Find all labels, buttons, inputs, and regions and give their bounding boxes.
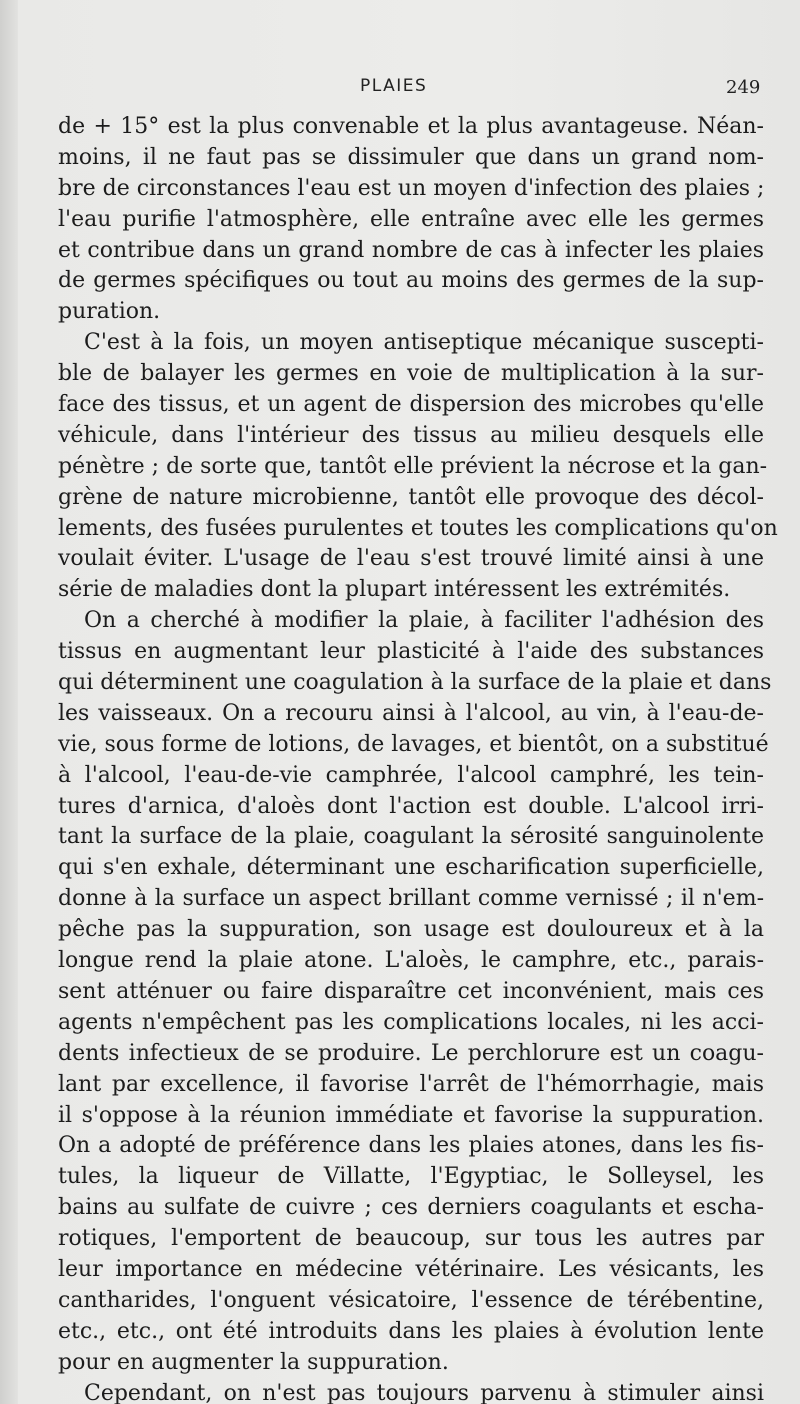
paragraph-end-line: série de maladies dont la plupart intéressent les extrémités. — [58, 577, 731, 603]
text-line: rotiques, l'emportent de beaucoup, sur tous les autres par — [58, 1226, 764, 1252]
text-line: dents infectieux de se produire. Le perchlorure est un coagu- — [58, 1040, 764, 1066]
text-line: vie, sous forme de lotions, de lavages, et bientôt, on a substitué — [58, 731, 769, 757]
text-line: à l'alcool, l'eau-de-vie camphrée, l'alcool camphré, les tein- — [58, 762, 764, 788]
page-gutter — [0, 0, 18, 1404]
text-line: tant la surface de la plaie, coagulant la sérosité sanguinolente — [58, 824, 764, 850]
text-line: On a adopté de préférence dans les plaies atones, dans les fis- — [58, 1133, 764, 1159]
text-line: qui s'en exhale, déterminant une escharification superficielle, — [58, 855, 764, 881]
paragraph-start-line: C'est à la fois, un moyen antiseptique mécanique suscepti- — [84, 330, 764, 356]
text-line: les vaisseaux. On a recouru ainsi à l'alcool, au vin, à l'eau-de- — [58, 700, 764, 726]
text-line: donne à la surface un aspect brillant comme vernissé ; il n'em- — [58, 886, 764, 912]
text-line: grène de nature microbienne, tantôt elle provoque des décol- — [58, 484, 764, 510]
text-line: bains au sulfate de cuivre ; ces derniers coagulants et escha- — [58, 1195, 764, 1221]
text-line: lant par excellence, il favorise l'arrêt de l'hémorrhagie, mais — [58, 1071, 764, 1097]
text-line: véhicule, dans l'intérieur des tissus au milieu desquels elle — [58, 422, 764, 448]
text-line: qui déterminent une coagulation à la surface de la plaie et dans — [58, 670, 772, 696]
running-head: PLAIES — [360, 76, 428, 96]
text-line: moins, il ne faut pas se dissimuler que dans un grand nom- — [58, 144, 764, 170]
text-line: cantharides, l'onguent vésicatoire, l'essence de térébentine, — [58, 1287, 764, 1313]
body-text — [58, 112, 778, 1404]
text-line: voulait éviter. L'usage de l'eau s'est trouvé limité ainsi à une — [58, 546, 764, 572]
text-line: l'eau purifie l'atmosphère, elle entraîne avec elle les germes — [58, 206, 764, 232]
text-line: etc., etc., ont été introduits dans les plaies à évolution lente — [58, 1318, 764, 1344]
paragraph-start-line: Cependant, on n'est pas toujours parvenu à stimuler ainsi — [84, 1380, 764, 1404]
paragraph-start-line: On a cherché à modifier la plaie, à faciliter l'adhésion des — [84, 608, 764, 634]
text-line: lements, des fusées purulentes et toutes les complications qu'on — [58, 515, 778, 541]
text-line: bre de circonstances l'eau est un moyen d'infection des plaies ; — [58, 175, 765, 201]
text-line: longue rend la plaie atone. L'aloès, le camphre, etc., parais- — [58, 948, 764, 974]
text-line: pêche pas la suppuration, son usage est douloureux et à la — [58, 917, 764, 943]
text-line: face des tissus, et un agent de dispersion des microbes qu'elle — [58, 392, 764, 418]
paragraph-end-line: puration. — [58, 299, 161, 325]
text-line: tules, la liqueur de Villatte, l'Egyptiac, le Solleysel, les — [58, 1164, 764, 1190]
text-line: de + 15° est la plus convenable et la plus avantageuse. Néan- — [58, 114, 764, 139]
text-line: tissus en augmentant leur plasticité à l'aide des substances — [58, 639, 764, 665]
text-line: sent atténuer ou faire disparaître cet inconvénient, mais ces — [58, 978, 764, 1004]
page-number: 249 — [726, 77, 761, 98]
text-line: et contribue dans un grand nombre de cas à infecter les plaies — [58, 237, 764, 263]
text-line: pénètre ; de sorte que, tantôt elle prévient la nécrose et la gan- — [58, 453, 768, 479]
paragraph-end-line: pour en augmenter la suppuration. — [58, 1349, 449, 1375]
text-line: tures d'arnica, d'aloès dont l'action est double. L'alcool irri- — [58, 793, 764, 819]
text-line: il s'oppose à la réunion immédiate et favorise la suppuration. — [58, 1102, 764, 1128]
text-line: ble de balayer les germes en voie de multiplication à la sur- — [58, 361, 764, 387]
text-line: de germes spécifiques ou tout au moins des germes de la sup- — [58, 268, 764, 294]
text-line: leur importance en médecine vétérinaire. Les vésicants, les — [58, 1256, 764, 1282]
text-line: agents n'empêchent pas les complications locales, ni les acci- — [58, 1009, 764, 1035]
page-header — [0, 76, 800, 102]
